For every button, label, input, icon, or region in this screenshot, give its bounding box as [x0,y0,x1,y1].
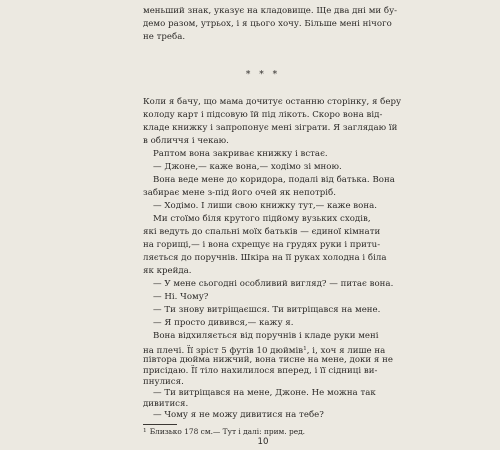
text-line: присідаю. Її тіло нахилилося вперед, і її сідниці ви- [143,366,378,376]
page-number: 10 [257,437,269,447]
text-line: — Джоне,— каже вона,— ходімо зі мною. [153,162,342,172]
text-line: Ми стоїмо біля крутого підйому вузьких сходів, [153,214,371,224]
footnote-reference: 1 [303,346,307,352]
text-line: колоду карт і підсовую їй під лікоть. Скоро вона від- [143,110,383,120]
text-line: півтора дюйма нижчий, вона тисне на мене, доки я не [143,355,393,365]
text-line: — Я просто дивився,— кажу я. [153,318,294,328]
text-line: які ведуть до спальні моїх батьків — єдиної кімнати [143,227,381,237]
text-line: кладе книжку і запропонує мені зіграти. Я заглядаю їй [143,123,398,133]
text-fragment: на плечі. Її зріст 5 футів 10 дюймів [143,346,304,356]
footnote-divider [143,424,177,425]
text-line: меньший знак, указує на кладовище. Ще два дні ми бу- [143,6,398,16]
text-line: на горищі,— і вона схрещує на грудях руки і притu- [143,240,381,250]
text-line: дивитися. [143,399,189,409]
text-line: Вона веде мене до коридора, подалі від батька. Вона [153,175,395,185]
text-line: не треба. [143,32,186,42]
text-line: демо разом, утрьох, і я цього хочу. Більше мені нічого [143,19,392,29]
text-fragment: , і, хоч я лише на [306,346,386,356]
footnote [143,426,305,437]
text-line: забирає мене з-під його очей як непотріб. [143,188,336,198]
text-line: Коли я бачу, що мама дочитує останню сторінку, я беру [143,97,402,107]
text-line: Вона відхиляється від поручнів і кладе руки мені [153,331,379,341]
footnote-mark: 1 [143,428,147,434]
text-line: — Ні. Чому? [153,292,209,302]
text-line: — Ти знову витріщаєшся. Ти витріщався на мене. [153,305,381,315]
text-line: — У мене сьогодні особливий вигляд? — питає вона. [153,279,394,289]
section-separator: * * * [245,70,281,80]
text-line: — Ходімо. І лиши свою книжку тут,— каже вона. [153,201,378,211]
text-line: — Ти витріщався на мене, Джоне. Не можна так [153,388,376,398]
text-line: в обличчя і чекаю. [143,136,229,146]
text-line: ляється до поручнів. Шкіра на її руках холодна і біла [143,253,387,263]
text-line: — Чому я не можу дивитися на тебе? [153,410,324,420]
text-line: пнулися. [143,377,184,387]
footnote-text: Близько 178 см.— Тут і далі: прим. ред. [149,427,305,436]
book-page [143,0,402,450]
text-line: Раптом вона закриває книжку і встає. [153,149,328,159]
text-line: як крейда. [143,266,192,276]
